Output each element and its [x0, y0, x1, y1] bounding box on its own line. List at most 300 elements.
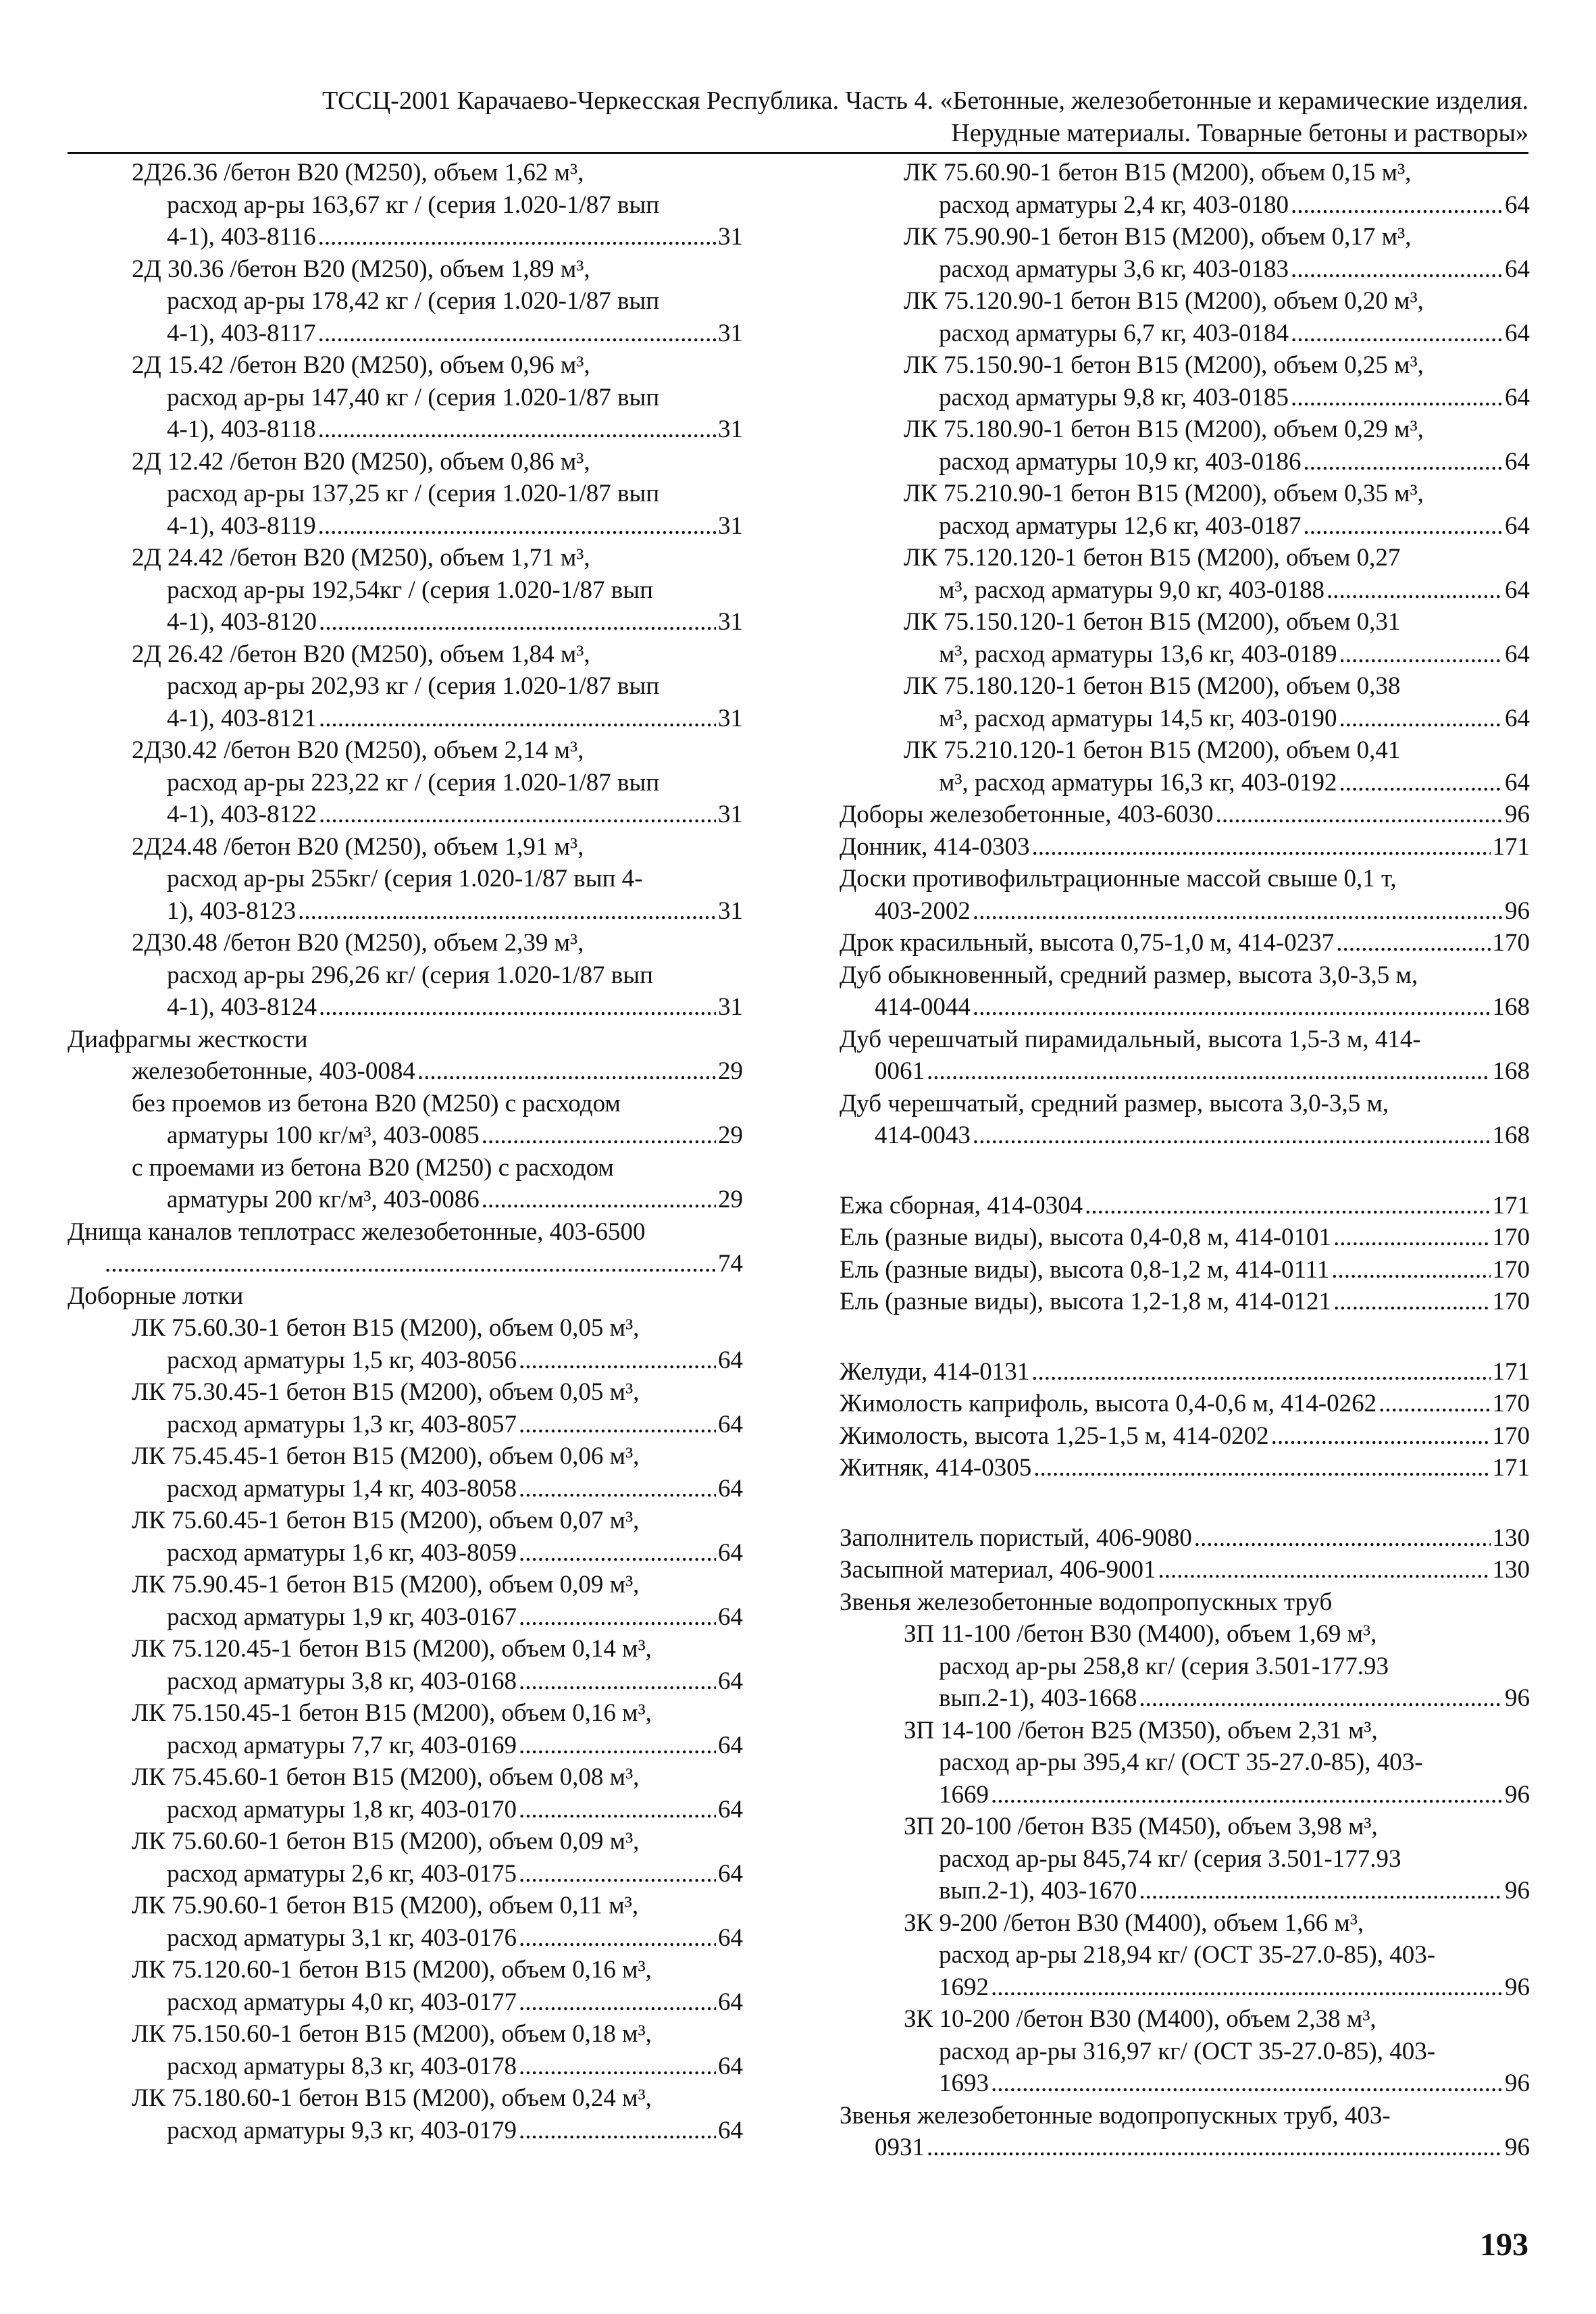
dot-leader	[519, 2051, 716, 2083]
index-entry-text: 4-1), 403-8119	[167, 511, 316, 540]
index-entry-text: расход арматуры 1,6 кг, 403-8059	[167, 1538, 517, 1567]
header-line-1: ТССЦ-2001 Карачаево-Черкесская Республика. Часть 4. «Бетонные, железобетонные и керамические изделия.	[321, 86, 1528, 115]
index-entry-text: расход ар-ры 845,74 кг/ (серия 3.501-177.93	[939, 1844, 1401, 1873]
index-page-ref: 168	[1492, 1122, 1530, 1149]
index-entry-text: расход арматуры 3,8 кг, 403-0168	[167, 1667, 517, 1695]
dot-leader	[298, 895, 716, 928]
dot-leader	[991, 2067, 1503, 2100]
index-entry-text: расход арматуры 2,4 кг, 403-0180	[939, 191, 1289, 219]
index-subentry	[68, 1376, 743, 1440]
index-entry-text: расход арматуры 2,6 кг, 403-0175	[167, 1859, 517, 1888]
index-entry-text: 2Д30.48 /бетон В20 (М250), объем 2,39 м³,	[132, 929, 584, 957]
index-entry-line	[132, 1120, 743, 1152]
index-entry-text: 2Д26.36 /бетон В20 (М250), объем 1,62 м³,	[132, 159, 584, 186]
dot-leader	[1339, 703, 1503, 735]
index-entry-text: 1669	[939, 1780, 989, 1809]
index-entry-line	[904, 670, 1530, 703]
index-entry-text: 4-1), 403-8117	[167, 319, 316, 347]
index-entry-text: м³, расход арматуры 14,5 кг, 403-0190	[939, 704, 1337, 732]
index-entry-line	[132, 446, 743, 478]
dot-leader	[927, 2132, 1503, 2164]
index-entry-text: расход ар-ры 218,94 кг/ (ОСТ 35-27.0-85), 403-	[939, 1941, 1436, 1969]
index-entry-text: Днища каналов теплотрасс железобетонные, 403-6500	[68, 1217, 646, 1246]
dot-leader	[1291, 382, 1503, 414]
index-entry-text: расход арматуры 12,6 кг, 403-0187	[939, 511, 1302, 540]
dot-leader	[973, 991, 1491, 1024]
dot-leader	[519, 1986, 716, 2019]
index-entry-text: ЛК 75.90.60-1 бетон В15 (М200), объем 0,11 м³,	[132, 1892, 639, 1919]
index-entry-text: расход арматуры 1,9 кг, 403-0167	[167, 1603, 517, 1631]
index-entry-text: 414-0043	[875, 1122, 971, 1149]
index-heading-entry	[840, 1356, 1530, 1388]
index-subentry	[68, 638, 743, 735]
index-subentry	[840, 542, 1530, 606]
dot-leader	[1194, 1522, 1491, 1555]
index-entry-text: 2Д 26.42 /бетон В20 (М250), объем 1,84 м³,	[132, 640, 590, 668]
index-entry-line	[904, 734, 1530, 767]
index-subentry	[68, 1055, 743, 1088]
index-entry-text: ЛК 75.120.90-1 бетон В15 (М200), объем 0,20 м³,	[904, 287, 1424, 315]
index-page-ref: 96	[1505, 897, 1530, 925]
index-entry-text: Дрок красильный, высота 0,75-1,0 м, 414-0237	[840, 929, 1335, 957]
index-entry-line	[132, 799, 743, 831]
index-entry-text: расход арматуры 7,7 кг, 403-0169	[167, 1731, 517, 1759]
index-heading-entry	[840, 1024, 1530, 1088]
index-entry-text: ЛК 75.120.60-1 бетон В15 (М200), объем 0,16 м³,	[132, 1956, 652, 1984]
index-entry-text: 0061	[875, 1057, 925, 1085]
index-entry-line	[904, 638, 1530, 671]
index-page-ref: 64	[718, 1410, 743, 1438]
dot-leader	[1331, 1254, 1490, 1286]
index-entry-line	[132, 831, 743, 863]
dot-leader	[1139, 1875, 1503, 1907]
index-entry-text: ЛК 75.45.45-1 бетон В15 (М200), объем 0,06 м³,	[132, 1442, 640, 1470]
dot-leader	[318, 318, 716, 350]
index-page-ref: 96	[1505, 801, 1530, 828]
index-heading-entry	[840, 1190, 1530, 1222]
index-entry-line	[132, 1954, 743, 1986]
index-page-ref: 64	[718, 1603, 743, 1631]
dot-leader	[1291, 318, 1503, 350]
index-entry-line	[132, 991, 743, 1024]
section-gap	[840, 1152, 1530, 1190]
index-entry-line	[840, 1222, 1530, 1254]
index-entry-text: ЛК 75.150.120-1 бетон В15 (М200), объем 0,31	[904, 608, 1401, 636]
index-heading-entry	[68, 1280, 743, 1313]
index-subentry	[68, 927, 743, 1024]
index-subentry	[68, 1761, 743, 1826]
index-entry-text: расход арматуры 1,5 кг, 403-8056	[167, 1346, 517, 1374]
index-page-ref: 96	[1505, 1780, 1530, 1809]
index-page-ref: 64	[1505, 704, 1530, 732]
index-entry-line	[840, 1522, 1530, 1555]
index-page-ref: 31	[718, 608, 743, 636]
index-entry-line	[132, 510, 743, 543]
dot-leader	[1291, 253, 1503, 286]
index-entry-text: Ель (разные виды), высота 0,4-0,8 м, 414-0101	[840, 1224, 1332, 1251]
index-entry-text: расход ар-ры 296,26 кг/ (серия 1.020-1/87 вып	[167, 961, 653, 989]
index-heading-entry	[840, 927, 1530, 959]
index-page-ref: 64	[1505, 768, 1530, 797]
index-subentry	[840, 1907, 1530, 2004]
index-entry-text: ЛК 75.150.45-1 бетон В15 (М200), объем 0,16 м³,	[132, 1699, 652, 1727]
index-entry-line	[132, 638, 743, 671]
index-page-ref: 171	[1492, 1454, 1530, 1482]
dot-leader	[318, 413, 716, 446]
index-entry-line	[68, 1024, 743, 1056]
index-heading-entry	[840, 1522, 1530, 1555]
index-entry-text: расход арматуры 1,8 кг, 403-0170	[167, 1795, 517, 1823]
index-subentry	[840, 734, 1530, 799]
index-entry-text: ЗП 20-100 /бетон В35 (М450), объем 3,98 м³,	[904, 1813, 1378, 1840]
index-entry-line	[132, 734, 743, 767]
index-entry-line	[132, 1633, 743, 1665]
index-entry-text: 0931	[875, 2134, 925, 2161]
index-subentry	[68, 2018, 743, 2082]
index-entry-line	[132, 670, 743, 703]
index-heading-entry	[68, 1024, 743, 1056]
index-entry-line	[132, 1601, 743, 1634]
index-entry-line	[132, 189, 743, 222]
index-entry-line	[132, 542, 743, 574]
index-entry-line	[904, 1811, 1530, 1843]
index-subentry	[68, 1088, 743, 1152]
index-heading-entry	[840, 1388, 1530, 1420]
index-entry-line	[904, 157, 1530, 189]
index-entry-line	[840, 1452, 1530, 1484]
index-subentry	[840, 221, 1530, 285]
index-entry-text: ЛК 75.90.45-1 бетон В15 (М200), объем 0,09 м³,	[132, 1571, 640, 1599]
index-entry-line	[840, 1024, 1530, 1056]
index-page-ref: 31	[718, 223, 743, 251]
index-entry-text: Желуди, 414-0131	[840, 1357, 1030, 1386]
index-entry-text: расход ар-ры 223,22 кг / (серия 1.020-1/87 вып	[167, 768, 660, 797]
index-entry-text: 4-1), 403-8124	[167, 993, 317, 1021]
index-entry-text: ЛК 75.60.45-1 бетон В15 (М200), объем 0,07 м³,	[132, 1507, 640, 1534]
index-subentry	[840, 2003, 1530, 2100]
dot-leader	[991, 1971, 1503, 2004]
index-page-ref: 31	[718, 897, 743, 925]
index-entry-text: расход арматуры 4,0 кг, 403-0177	[167, 1988, 517, 2016]
index-entry-line	[132, 863, 743, 895]
index-page-ref: 170	[1492, 1255, 1530, 1284]
index-subentry	[68, 1152, 743, 1216]
index-entry-text: м³, расход арматуры 13,6 кг, 403-0189	[939, 640, 1337, 668]
index-heading-entry	[840, 1286, 1530, 1318]
index-entry-text: Диафрагмы жесткости	[68, 1025, 308, 1053]
index-page-ref: 31	[718, 511, 743, 540]
index-entry-text: 2Д 24.42 /бетон В20 (М250), объем 1,71 м³,	[132, 544, 590, 572]
index-entry-line	[904, 1971, 1530, 2004]
index-page-ref: 64	[718, 1474, 743, 1503]
index-page-ref: 170	[1492, 929, 1530, 957]
index-page-ref: 64	[718, 1988, 743, 2016]
index-subentry	[68, 1697, 743, 1761]
index-entry-line	[840, 895, 1530, 928]
index-entry-text: Дуб черешчатый, средний размер, высота 3,0-3,5 м,	[840, 1089, 1389, 1117]
header-rule	[68, 152, 1528, 154]
index-entry-text: ЛК 75.150.60-1 бетон В15 (М200), объем 0,18 м³,	[132, 2020, 652, 2048]
index-page-ref: 170	[1492, 1422, 1530, 1450]
index-entry-line	[904, 1843, 1530, 1876]
index-page-ref: 31	[718, 993, 743, 1021]
index-entry-text: Ель (разные виды), высота 1,2-1,8 м, 414-0121	[840, 1288, 1332, 1315]
index-entry-line	[904, 446, 1530, 478]
index-entry-text: вып.2-1), 403-1670	[939, 1877, 1137, 1905]
index-entry-line	[132, 1473, 743, 1505]
index-page-ref: 171	[1492, 1191, 1530, 1219]
index-entry-line	[68, 1216, 743, 1249]
index-page-ref: 64	[1505, 255, 1530, 283]
index-heading-entry	[840, 799, 1530, 831]
dot-leader	[319, 606, 716, 638]
index-entry-text: 4-1), 403-8121	[167, 704, 317, 732]
index-page-ref: 64	[1505, 319, 1530, 347]
index-entry-text: Звенья железобетонные водопропускных труб	[840, 1588, 1333, 1616]
index-page-ref: 64	[1505, 191, 1530, 219]
index-page-ref: 64	[1505, 640, 1530, 668]
index-entry-line	[132, 157, 743, 189]
index-entry-text: расход арматуры 1,3 кг, 403-8057	[167, 1410, 517, 1438]
left-index-column	[68, 157, 743, 2146]
index-page-ref: 64	[1505, 447, 1530, 476]
index-entry-text: 2Д 15.42 /бетон В20 (М250), объем 0,96 м³,	[132, 351, 590, 379]
index-entry-line	[132, 1152, 743, 1184]
index-entry-line	[132, 1794, 743, 1826]
dot-leader	[519, 1858, 716, 1890]
index-entry-line	[904, 2067, 1530, 2100]
dot-leader	[519, 1601, 716, 1634]
index-entry-text: расход арматуры 3,1 кг, 403-0176	[167, 1923, 517, 1952]
index-entry-text: вып.2-1), 403-1668	[939, 1684, 1137, 1712]
index-page-ref: 96	[1505, 1973, 1530, 2001]
index-entry-text: расход арматуры 10,9 кг, 403-0186	[939, 447, 1302, 476]
index-page-ref: 96	[1505, 2069, 1530, 2097]
index-entry-line	[840, 2132, 1530, 2164]
index-entry-text: ЛК 75.60.30-1 бетон В15 (М200), объем 0,05 м³,	[132, 1314, 640, 1342]
index-entry-text: ЛК 75.180.60-1 бетон В15 (М200), объем 0,24 м³,	[132, 2084, 652, 2112]
index-entry-text: ЛК 75.30.45-1 бетон В15 (М200), объем 0,05 м³,	[132, 1378, 640, 1406]
index-page-ref: 64	[1505, 576, 1530, 604]
dot-leader	[519, 1922, 716, 1955]
index-entry-text: ЛК 75.180.120-1 бетон В15 (М200), объем 0,38	[904, 672, 1401, 700]
index-page-ref: 170	[1492, 1288, 1530, 1315]
index-entry-text: 1), 403-8123	[167, 897, 297, 925]
index-entry-line	[840, 1554, 1530, 1586]
index-entry-line	[132, 221, 743, 253]
index-entry-line	[132, 703, 743, 735]
index-entry-line	[132, 1088, 743, 1120]
index-subentry	[68, 1505, 743, 1569]
index-entry-line	[132, 285, 743, 318]
index-entry-text: 4-1), 403-8116	[167, 223, 316, 251]
index-entry-text: ЛК 75.120.45-1 бетон В15 (М200), объем 0,14 м³,	[132, 1635, 652, 1663]
index-entry-text: расход ар-ры 395,4 кг/ (ОСТ 35-27.0-85), 403-	[939, 1749, 1423, 1776]
index-entry-line	[840, 2100, 1530, 2132]
index-entry-text: 1692	[939, 1973, 989, 2001]
index-entry-line	[840, 1286, 1530, 1318]
index-entry-line	[132, 1440, 743, 1473]
index-entry-text: Донник, 414-0303	[840, 832, 1030, 861]
index-heading-entry	[840, 1254, 1530, 1286]
dot-leader	[1333, 1286, 1490, 1318]
index-entry-line	[132, 1184, 743, 1216]
index-entry-text: расход ар-ры 147,40 кг / (серия 1.020-1/87 вып	[167, 383, 660, 411]
index-heading-entry	[840, 1088, 1530, 1152]
index-entry-text: м³, расход арматуры 9,0 кг, 403-0188	[939, 576, 1325, 604]
index-entry-line	[904, 2036, 1530, 2068]
index-entry-line	[840, 1420, 1530, 1453]
index-entry-text: расход ар-ры 258,8 кг/ (серия 3.501-177.93	[939, 1652, 1389, 1680]
index-entry-line	[840, 1190, 1530, 1222]
index-entry-line	[132, 1569, 743, 1601]
index-heading-entry	[840, 831, 1530, 863]
index-entry-line	[904, 1618, 1530, 1651]
index-entry-line	[904, 349, 1530, 382]
index-entry-line	[840, 1388, 1530, 1420]
index-entry-line	[132, 253, 743, 286]
index-entry-line	[132, 1697, 743, 1730]
index-entry-line	[840, 1088, 1530, 1120]
index-entry-text: ЛК 75.120.120-1 бетон В15 (М200), объем 0,27	[904, 544, 1401, 572]
dot-leader	[1339, 767, 1503, 799]
index-subentry	[840, 1618, 1530, 1715]
index-entry-text: ЗК 9-200 /бетон В30 (М400), объем 1,66 м³,	[904, 1909, 1364, 1937]
index-entry-line	[132, 1665, 743, 1698]
index-entry-line	[68, 1248, 743, 1280]
dot-leader	[1085, 1190, 1490, 1222]
index-subentry	[68, 253, 743, 350]
dot-leader	[1336, 927, 1490, 959]
index-entry-text: расход ар-ры 163,67 кг / (серия 1.020-1/87 вып	[167, 191, 660, 219]
index-entry-text: ЛК 75.210.90-1 бетон В15 (М200), объем 0,35 м³,	[904, 480, 1424, 507]
index-entry-text: Житняк, 414-0305	[840, 1454, 1032, 1482]
index-entry-line	[132, 1409, 743, 1441]
index-subentry	[840, 285, 1530, 349]
dot-leader	[519, 1473, 716, 1505]
index-entry-text: ЗП 14-100 /бетон В25 (М350), объем 2,31 м³,	[904, 1716, 1378, 1744]
index-subentry	[840, 478, 1530, 542]
index-entry-text: 4-1), 403-8120	[167, 608, 317, 636]
index-entry-text: ЛК 75.90.90-1 бетон В15 (М200), объем 0,17 м³,	[904, 223, 1412, 251]
index-entry-text: арматуры 100 кг/м³, 403-0085	[167, 1122, 480, 1149]
index-page-ref: 64	[718, 1923, 743, 1952]
index-page-ref: 64	[718, 1859, 743, 1888]
index-entry-line	[68, 1280, 743, 1313]
dot-leader	[1333, 1222, 1490, 1254]
index-entry-line	[132, 1858, 743, 1890]
index-entry-text: Жимолость, высота 1,25-1,5 м, 414-0202	[840, 1422, 1269, 1450]
index-subentry	[840, 1715, 1530, 1811]
running-header	[68, 84, 1528, 149]
index-entry-line	[904, 1746, 1530, 1779]
section-gap	[840, 1318, 1530, 1356]
index-entry-text: 2Д 12.42 /бетон В20 (М250), объем 0,86 м³,	[132, 447, 590, 476]
index-entry-line	[904, 1779, 1530, 1811]
index-entry-line	[840, 1120, 1530, 1152]
index-entry-text: расход арматуры 3,6 кг, 403-0183	[939, 255, 1289, 283]
index-heading-entry	[840, 1420, 1530, 1453]
page-number: 193	[1480, 2227, 1528, 2263]
index-page-ref: 64	[718, 2116, 743, 2144]
index-entry-line	[132, 318, 743, 350]
index-entry-line	[904, 285, 1530, 318]
index-page-ref: 64	[718, 1667, 743, 1695]
index-entry-line	[904, 703, 1530, 735]
dot-leader	[417, 1055, 716, 1088]
index-entry-line	[132, 2018, 743, 2051]
dot-leader	[105, 1248, 716, 1280]
index-page-ref: 171	[1492, 832, 1530, 861]
index-entry-text: м³, расход арматуры 16,3 кг, 403-0192	[939, 768, 1337, 797]
dot-leader	[519, 1730, 716, 1762]
index-entry-text: без проемов из бетона В20 (М250) с расходом	[132, 1089, 621, 1117]
index-entry-line	[840, 831, 1530, 863]
index-entry-text: железобетонные, 403-0084	[132, 1057, 415, 1085]
header-line-2: Нерудные материалы. Товарные бетоны и растворы»	[951, 119, 1528, 147]
index-page-ref: 171	[1492, 1357, 1530, 1386]
index-entry-text: 1693	[939, 2069, 989, 2097]
index-page-ref: 31	[718, 704, 743, 732]
index-heading-entry	[840, 1222, 1530, 1254]
index-heading-entry	[840, 1452, 1530, 1484]
index-subentry	[68, 1954, 743, 2018]
index-entry-text: Дуб обыкновенный, средний размер, высота 3,0-3,5 м,	[840, 961, 1418, 989]
index-subentry	[68, 734, 743, 831]
dot-leader	[1033, 1452, 1490, 1484]
index-subentry	[68, 831, 743, 928]
index-entry-text: арматуры 200 кг/м³, 403-0086	[167, 1186, 480, 1213]
index-entry-line	[132, 478, 743, 510]
index-page-ref: 64	[718, 1795, 743, 1823]
index-entry-text: расход ар-ры 255кг/ (серия 1.020-1/87 вып 4-	[167, 865, 643, 892]
index-subentry	[68, 157, 743, 253]
index-entry-text: с проемами из бетона В20 (М250) с расходом	[132, 1153, 614, 1182]
index-entry-line	[840, 991, 1530, 1024]
dot-leader	[973, 1120, 1491, 1152]
dot-leader	[319, 703, 716, 735]
index-entry-line	[904, 510, 1530, 543]
dot-leader	[1216, 799, 1503, 831]
index-entry-line	[840, 799, 1530, 831]
dot-leader	[519, 1665, 716, 1698]
dot-leader	[319, 991, 716, 1024]
index-entry-line	[132, 1376, 743, 1409]
index-entry-line	[840, 927, 1530, 959]
index-subentry	[840, 606, 1530, 670]
index-entry-text: ЗК 10-200 /бетон В30 (М400), объем 2,38 м³,	[904, 2005, 1376, 2033]
index-subentry	[68, 542, 743, 638]
dot-leader	[1031, 1356, 1490, 1388]
index-entry-text: расход ар-ры 316,97 кг/ (ОСТ 35-27.0-85), 403-	[939, 2037, 1436, 2065]
index-entry-text: 2Д 30.36 /бетон В20 (М250), объем 1,89 м³,	[132, 255, 590, 283]
dot-leader	[1379, 1388, 1490, 1420]
index-entry-text: 4-1), 403-8122	[167, 801, 317, 828]
index-entry-line	[904, 606, 1530, 638]
index-entry-line	[132, 2051, 743, 2083]
index-entry-line	[904, 1875, 1530, 1907]
section-gap	[840, 1484, 1530, 1522]
index-page-ref: 31	[718, 801, 743, 828]
index-page-ref: 29	[718, 1186, 743, 1213]
index-entry-text: расход арматуры 9,8 кг, 403-0185	[939, 383, 1289, 411]
index-heading-entry	[840, 1586, 1530, 1619]
index-entry-line	[132, 767, 743, 799]
index-entry-text: Ежа сборная, 414-0304	[840, 1191, 1083, 1219]
index-page-ref: 170	[1492, 1390, 1530, 1417]
index-entry-line	[904, 1715, 1530, 1747]
index-entry-text: Звенья железобетонные водопропускных труб, 403-	[840, 2101, 1391, 2130]
